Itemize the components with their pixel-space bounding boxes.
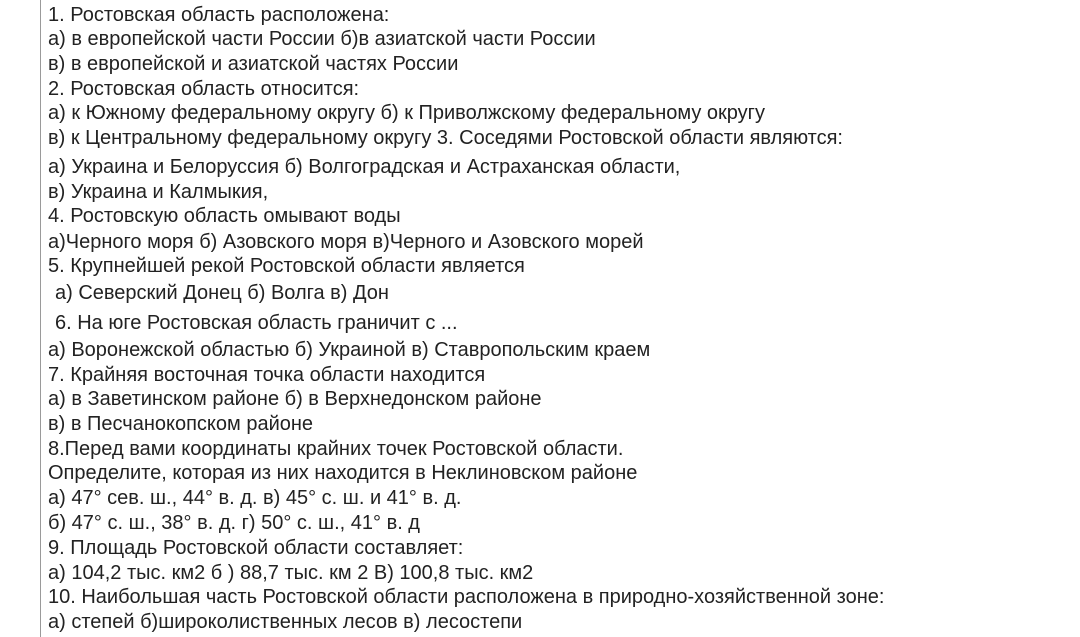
- question-7-options-a-b: а) в Заветинском районе б) в Верхнедонском районе: [48, 388, 542, 410]
- question-5-text: 5. Крупнейшей рекой Ростовской области является: [48, 255, 525, 277]
- question-9-options: а) 104,2 тыс. км2 б ) 88,7 тыс. км 2 В) 100,8 тыс. км2: [48, 562, 534, 584]
- question-6-text: 6. На юге Ростовская область граничит с ...: [55, 312, 458, 334]
- question-10-text: 10. Наибольшая часть Ростовской области расположена в природно-хозяйственной зоне:: [48, 586, 885, 608]
- question-4-options: а)Черного моря б) Азовского моря в)Черного и Азовского морей: [48, 231, 644, 253]
- question-8-text: 8.Перед вами координаты крайних точек Ростовской области.: [48, 438, 624, 460]
- question-10-options: а) степей б)широколиственных лесов в) лесостепи: [48, 611, 523, 633]
- question-8-options-a-c: а) 47° сев. ш., 44° в. д. в) 45° с. ш. и 41° в. д.: [48, 487, 462, 509]
- question-1-options-a-b: а) в европейской части России б)в азиатской части России: [48, 28, 596, 50]
- question-3-options-a-b: а) Украина и Белоруссия б) Волгоградская и Астраханская области,: [48, 156, 681, 178]
- question-1-option-c: в) в европейской и азиатской частях России: [48, 53, 459, 75]
- question-3-option-c: в) Украина и Калмыкия,: [48, 181, 269, 203]
- question-4-text: 4. Ростовскую область омывают воды: [48, 205, 401, 227]
- question-5-options: а) Северский Донец б) Волга в) Дон: [55, 282, 389, 304]
- question-2-text: 2. Ростовская область относится:: [48, 78, 360, 100]
- question-7-text: 7. Крайняя восточная точка области находится: [48, 364, 486, 386]
- question-2-option-c-and-question-3: в) к Центральному федеральному округу 3. Соседями Ростовской области являются:: [48, 127, 843, 149]
- question-7-option-c: в) в Песчанокопском районе: [48, 413, 314, 435]
- question-2-options-a-b: а) к Южному федеральному округу б) к Приволжскому федеральному округу: [48, 102, 765, 124]
- question-8-options-b-d: б) 47° с. ш., 38° в. д. г) 50° с. ш., 41° в. д: [48, 512, 420, 534]
- question-8-subtext: Определите, которая из них находится в Неклиновском районе: [48, 462, 638, 484]
- margin-line: [40, 0, 41, 637]
- question-9-text: 9. Площадь Ростовской области составляет:: [48, 537, 464, 559]
- question-6-options: а) Воронежской областью б) Украиной в) Ставропольским краем: [48, 339, 651, 361]
- question-1-text: 1. Ростовская область расположена:: [48, 4, 390, 26]
